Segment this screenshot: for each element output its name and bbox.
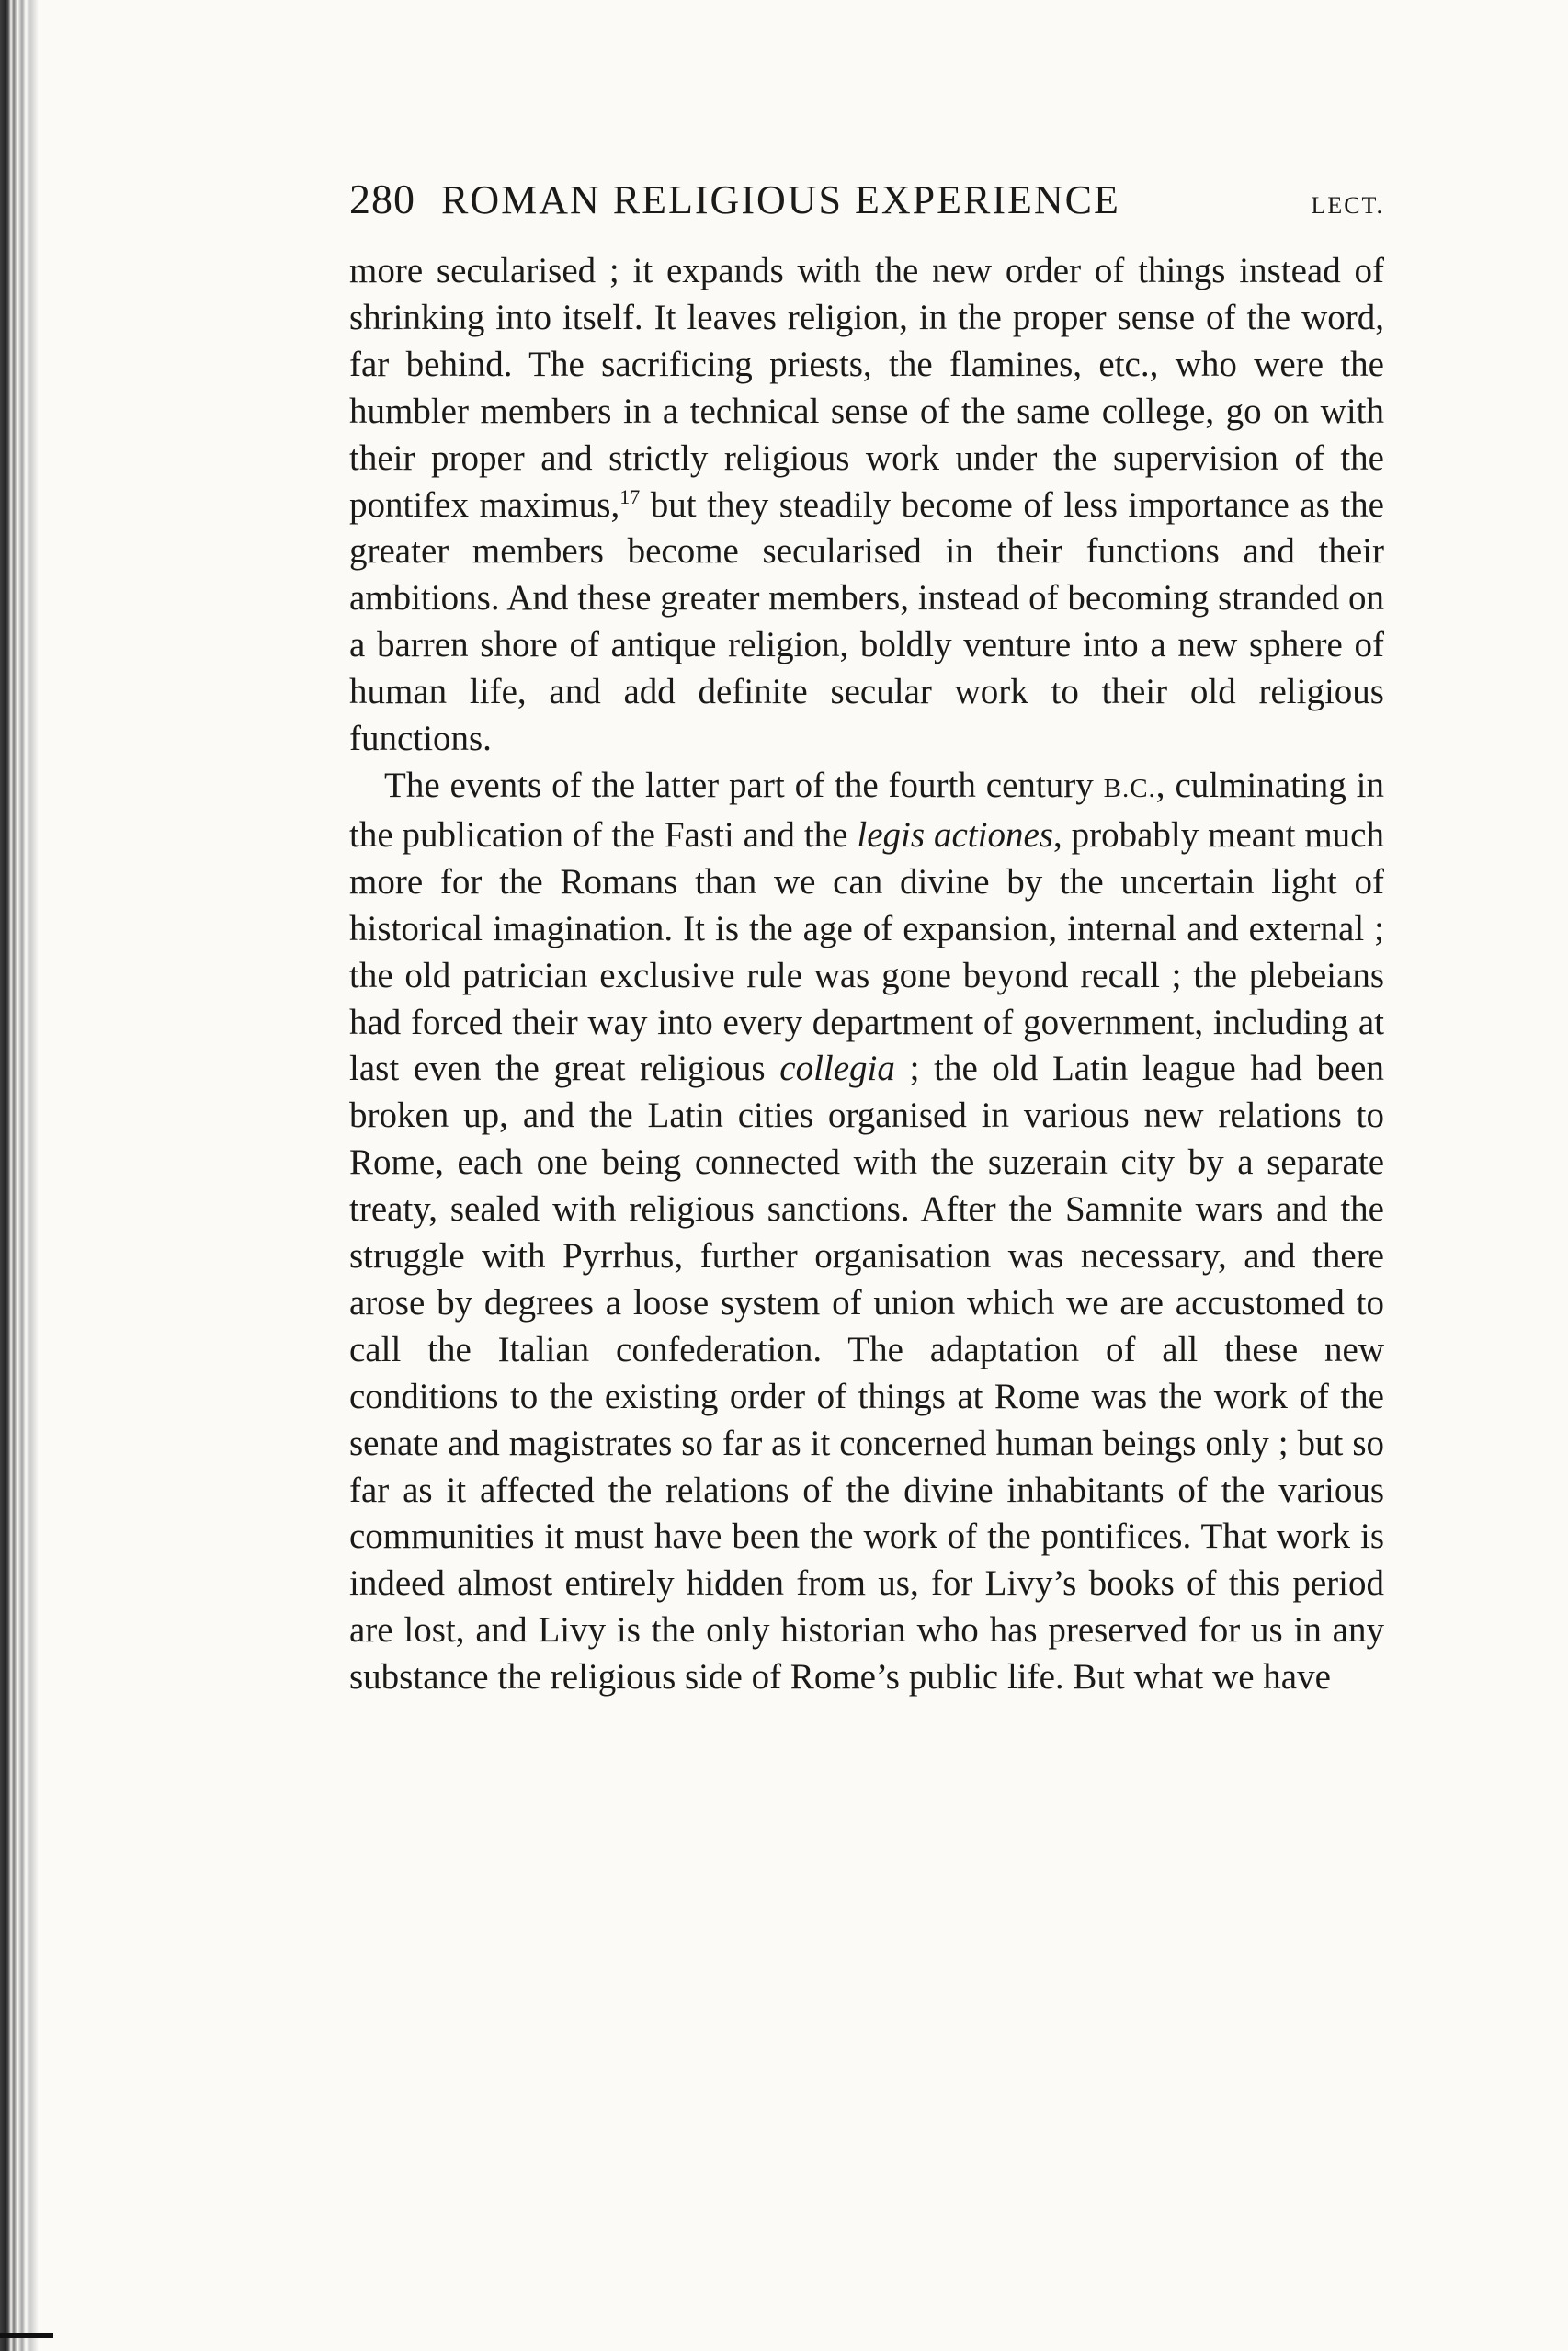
- book-page: [349, 175, 1384, 1701]
- scan-corner-mark: [0, 2333, 53, 2338]
- era-abbreviation: B.C.: [1103, 773, 1156, 803]
- text-segment: , culminating in the publication of the Fasti and the: [349, 765, 1384, 855]
- paragraph: [349, 763, 1384, 1701]
- page-number: 280: [349, 176, 415, 222]
- text-segment: but they steadily become of less importance as the greater members become secularised in their functions and their ambitions. And these greater members, instead of becoming stranded on a barren shore of antique religion, boldly venture into a new sphere of human life, and add definite secular work to their old religious functions.: [349, 484, 1384, 759]
- text-segment: more secularised ; it expands with the new order of things instead of shrinking into itself. It leaves religion, in the proper sense of the word, far behind. The sacrificing priests, the flamines, etc., who were the humbler members in a technical sense of the same college, go on with their proper and strictly religious work under the supervision of the pontifex maximus,: [349, 251, 1384, 525]
- body-text: [349, 248, 1384, 1701]
- running-header: [349, 175, 1384, 239]
- italic-term-collegia: collegia: [779, 1049, 895, 1089]
- italic-term-legis-actiones: legis actiones: [857, 814, 1053, 855]
- book-binding-edge: [0, 0, 39, 2351]
- text-segment: ; the old Latin league had been broken up, and the Latin cities organised in various new relations to Rome, each one being connected with the suzerain city by a separate treaty, sealed with religious sanctions. After the Samnite wars and the struggle with Pyrrhus, further organisation was necessary, and there arose by degrees a loose system of union which we are accustomed to call the Italian confederation. The adaptation of all these new conditions to the existing order of things at Rome was the work of the senate and magistrates so far as it concerned human beings only ; but so far as it affected the relations of the divine inhabitants of the various communities it must have been the work of the pontifices. That work is indeed almost entirely hidden from us, for Livy’s books of this period are lost, and Livy is the only historian who has preserved for us in any substance the religious side of Rome’s public life. But what we have: [349, 1049, 1384, 1698]
- text-segment: , probably meant much more for the Romans than we can divine by the uncertain light of historical imagination. It is the age of expansion, internal and external ; the old patrician exclusive rule was gone beyond recall ; the plebeians had forced their way into every department of government, including at last even the great religious: [349, 814, 1384, 1089]
- paragraph-continued: [349, 248, 1384, 763]
- text-segment: The events of the latter part of the fourth century: [384, 765, 1104, 805]
- lecture-mark: LECT.: [1311, 192, 1384, 219]
- running-title: ROMAN RELIGIOUS EXPERIENCE: [441, 177, 1120, 222]
- footnote-reference: 17: [619, 484, 641, 508]
